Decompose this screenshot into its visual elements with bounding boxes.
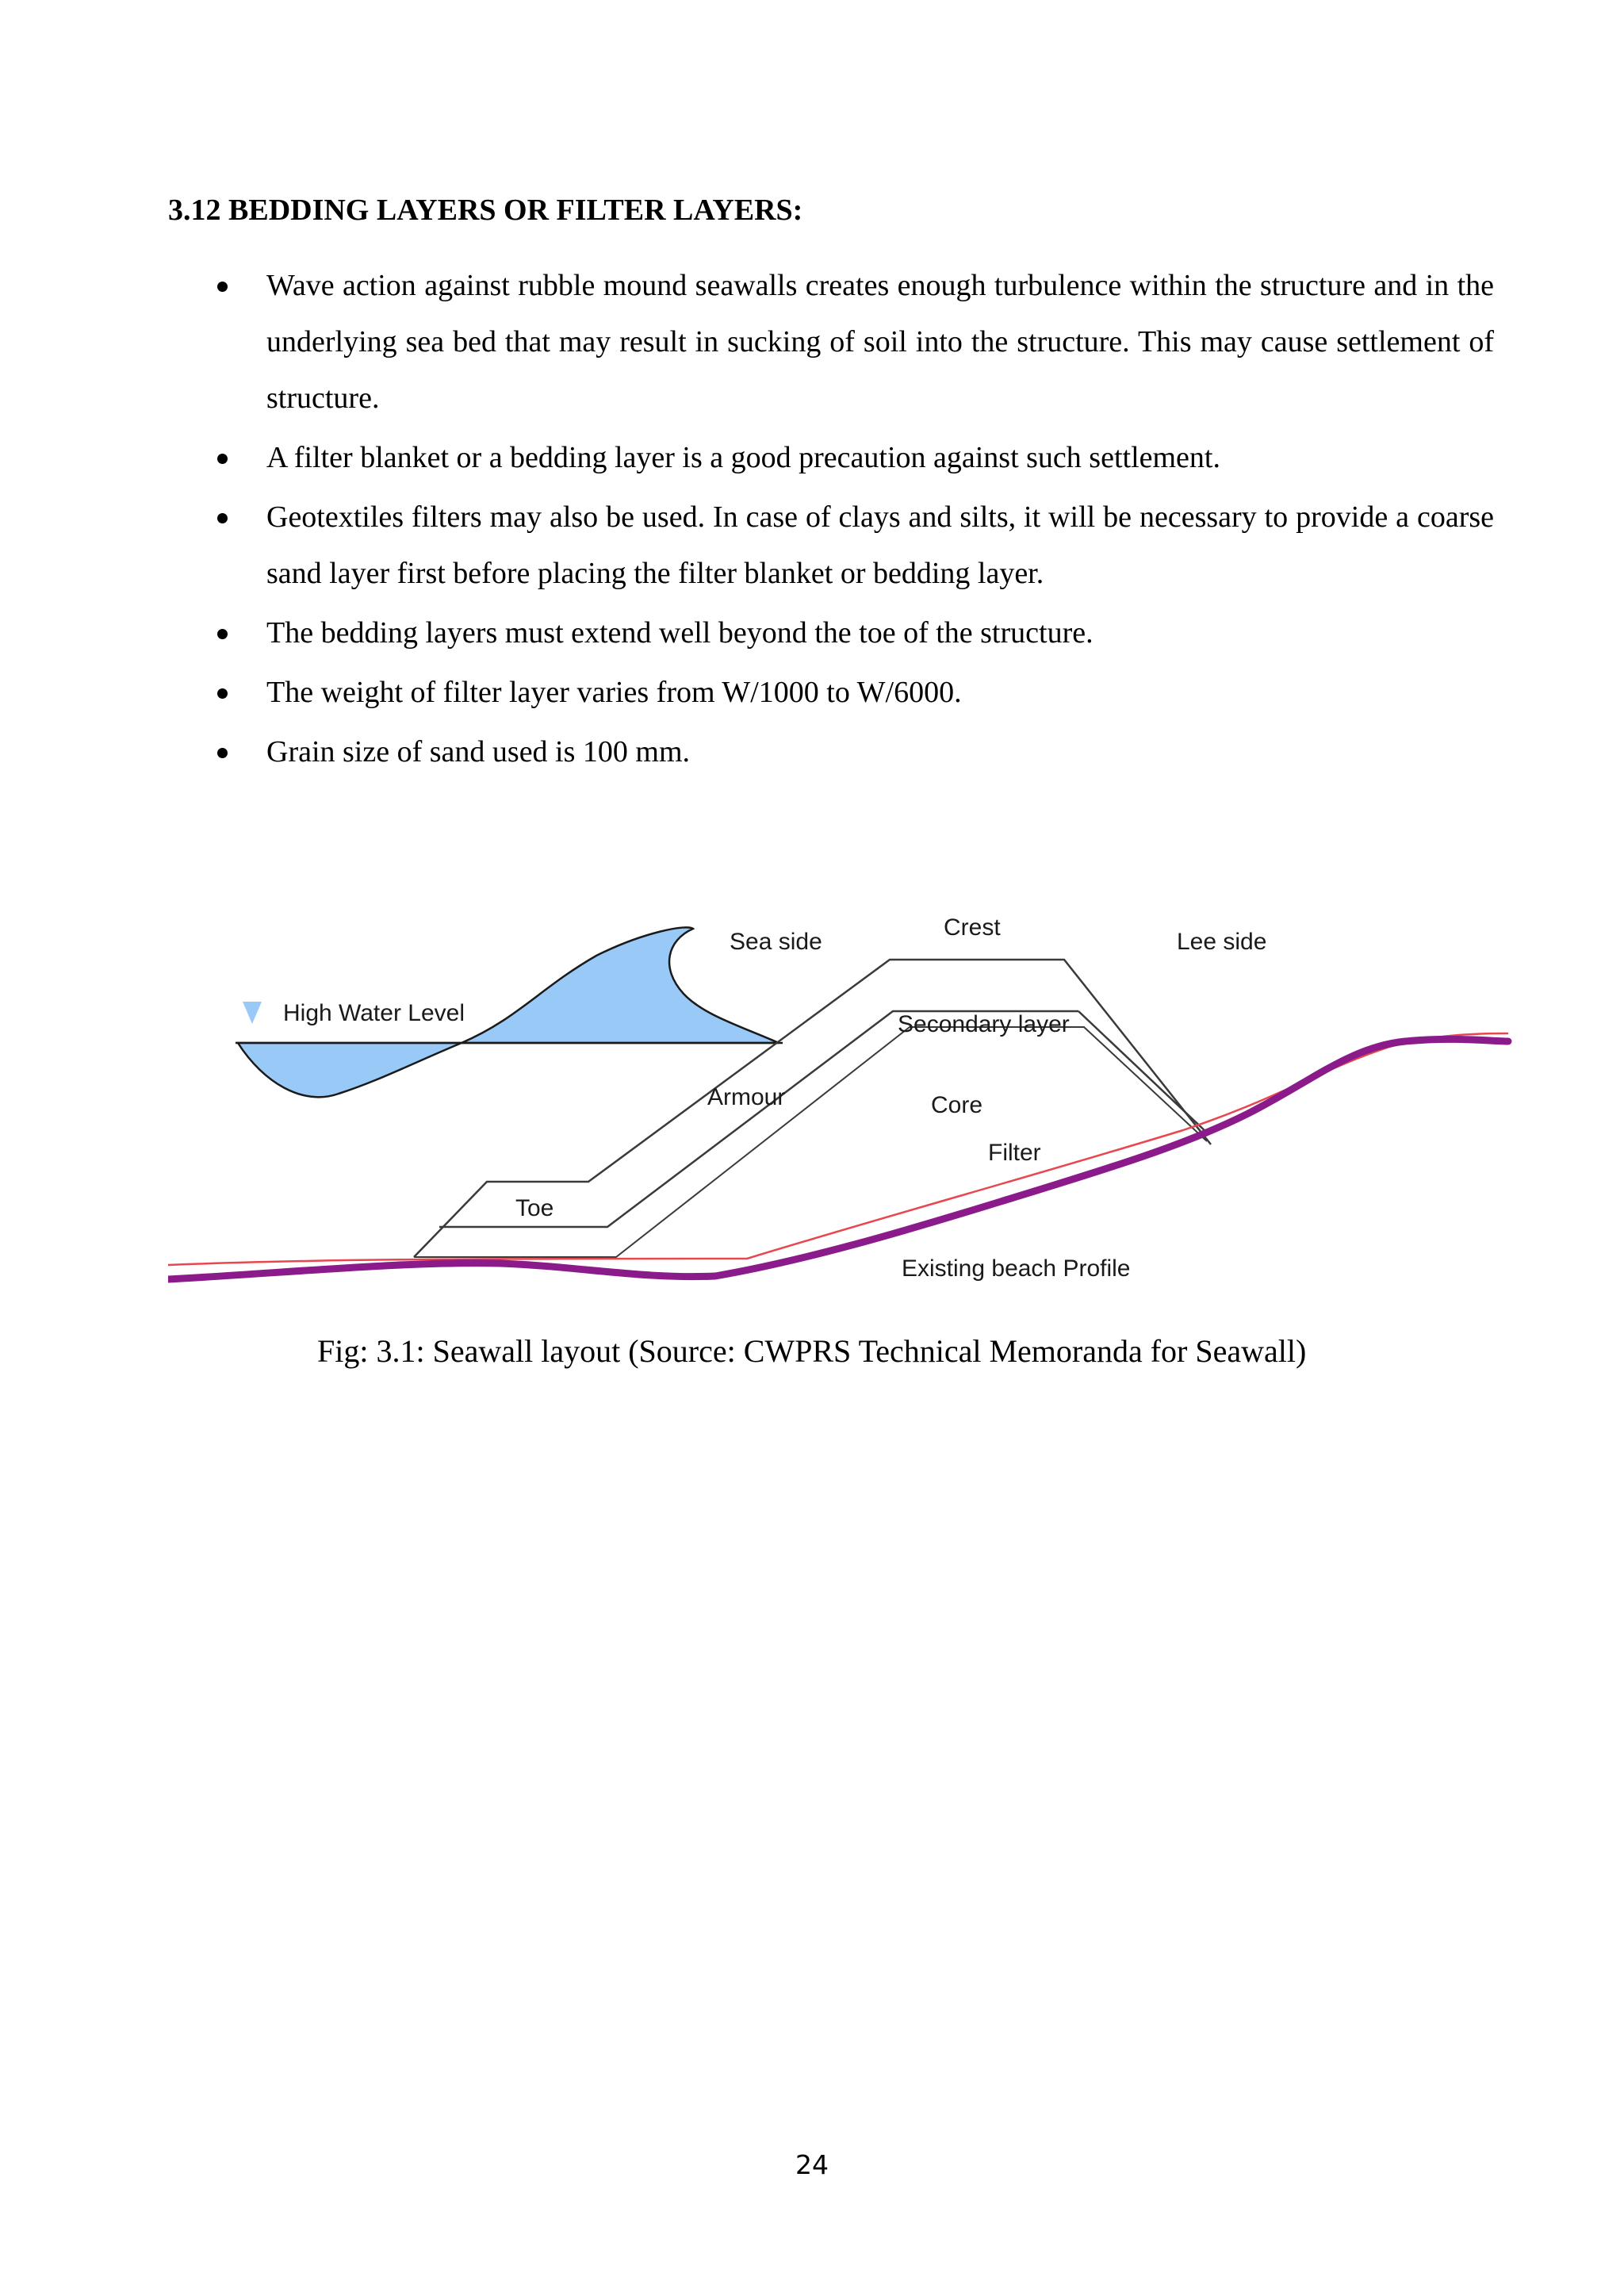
page-number: 24	[795, 2149, 829, 2180]
figure-caption: Fig: 3.1: Seawall layout (Source: CWPRS Technical Memoranda for Seawall)	[317, 1333, 1307, 1369]
bullet-icon	[217, 454, 228, 464]
bullet-list	[168, 258, 1494, 784]
label-armour: Armour	[707, 1084, 786, 1110]
list-item-text: A filter blanket or a bedding layer is a good precaution against such settlement.	[266, 441, 1220, 474]
water-level-marker-icon	[243, 1002, 262, 1024]
list-item	[168, 430, 1494, 486]
label-existing-beach-profile: Existing beach Profile	[902, 1255, 1131, 1282]
bullet-icon	[217, 629, 228, 639]
list-item-text: The weight of filter layer varies from W/1000 to W/6000.	[266, 676, 962, 709]
label-crest: Crest	[944, 914, 1001, 941]
list-item-text: Geotextiles filters may also be used. In case of clays and silts, it will be necessary to provide a coarse sand layer first before placing the filter blanket or bedding layer.	[266, 500, 1494, 590]
seawall-diagram	[168, 900, 1516, 1289]
seawall-diagram-svg	[168, 900, 1516, 1289]
label-sea-side: Sea side	[730, 929, 822, 955]
label-toe: Toe	[515, 1195, 554, 1221]
bullet-icon	[217, 688, 228, 699]
list-item-text: The bedding layers must extend well beyond the toe of the structure.	[266, 616, 1094, 650]
bullet-icon	[217, 513, 228, 523]
list-item	[168, 724, 1494, 780]
list-item	[168, 489, 1494, 602]
list-item	[168, 605, 1494, 661]
list-item	[168, 258, 1494, 427]
toe-base-line	[414, 1027, 1207, 1257]
section-heading: 3.12 BEDDING LAYERS OR FILTER LAYERS:	[168, 194, 803, 227]
label-lee-side: Lee side	[1177, 929, 1267, 955]
list-item-text: Wave action against rubble mound seawalls creates enough turbulence within the structure and in the underlying sea bed that may result in sucking of soil into the structure. This may cause settlement of structure.	[266, 269, 1494, 415]
list-item-text: Grain size of sand used is 100 mm.	[266, 735, 691, 769]
core-outline	[1078, 1011, 1208, 1134]
label-high-water-level: High Water Level	[283, 1000, 465, 1026]
label-secondary-layer: Secondary layer	[898, 1011, 1070, 1037]
bullet-icon	[217, 748, 228, 758]
bullet-icon	[217, 282, 228, 292]
list-item	[168, 665, 1494, 721]
label-filter: Filter	[988, 1140, 1041, 1166]
label-core: Core	[931, 1092, 983, 1118]
